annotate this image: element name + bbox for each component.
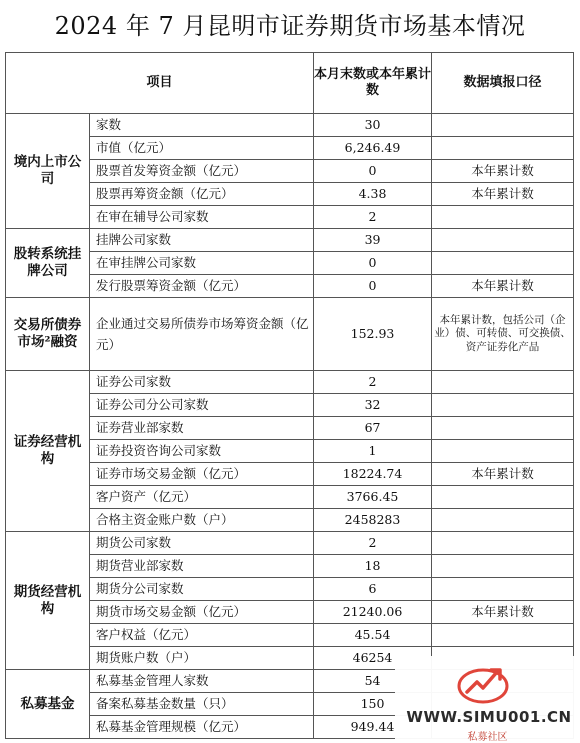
caliber-cell	[432, 371, 574, 394]
header-value: 本月末数或本年累计数	[314, 53, 432, 114]
caliber-cell: 本年累计数	[432, 601, 574, 624]
item-cell: 证券公司家数	[90, 371, 314, 394]
table-row	[6, 137, 574, 160]
item-cell: 证券营业部家数	[90, 417, 314, 440]
simu-logo-icon	[455, 662, 511, 704]
value-cell: 30	[314, 114, 432, 137]
table-row	[6, 532, 574, 555]
value-cell: 32	[314, 394, 432, 417]
header-item: 项目	[6, 53, 314, 114]
table-row	[6, 114, 574, 137]
value-cell: 1	[314, 440, 432, 463]
caliber-cell	[432, 252, 574, 275]
item-cell: 在审在辅导公司家数	[90, 206, 314, 229]
value-cell: 2	[314, 532, 432, 555]
item-cell: 私募基金管理人家数	[90, 670, 314, 693]
item-cell: 发行股票筹资金额（亿元）	[90, 275, 314, 298]
category-cell: 私募基金	[6, 670, 90, 739]
table-row	[6, 440, 574, 463]
value-cell: 46254	[314, 647, 432, 670]
table-row	[6, 371, 574, 394]
item-cell: 私募基金管理规模（亿元）	[90, 716, 314, 739]
watermark-sub: 私募社区	[467, 732, 508, 743]
item-cell: 期货账户数（户）	[90, 647, 314, 670]
value-cell: 150	[314, 693, 432, 716]
value-cell: 4.38	[314, 183, 432, 206]
caliber-cell: 本年累计数	[432, 160, 574, 183]
item-cell: 家数	[90, 114, 314, 137]
table-row	[6, 555, 574, 578]
value-cell: 67	[314, 417, 432, 440]
caliber-cell	[432, 394, 574, 417]
table-row	[6, 252, 574, 275]
value-cell: 6	[314, 578, 432, 601]
value-cell: 54	[314, 670, 432, 693]
caliber-cell	[432, 229, 574, 252]
caliber-cell: 本年累计数	[432, 275, 574, 298]
watermark-site: WWW.SIMU001.CN	[406, 708, 572, 726]
category-cell: 证券经营机构	[6, 371, 90, 532]
caliber-cell	[432, 114, 574, 137]
caliber-cell	[432, 624, 574, 647]
table-row	[6, 486, 574, 509]
caliber-cell	[432, 555, 574, 578]
item-cell: 在审挂牌公司家数	[90, 252, 314, 275]
table-body	[6, 114, 574, 739]
value-cell: 2	[314, 206, 432, 229]
value-cell: 18	[314, 555, 432, 578]
item-cell: 客户资产（亿元）	[90, 486, 314, 509]
caliber-cell	[432, 486, 574, 509]
value-cell: 21240.06	[314, 601, 432, 624]
item-cell: 备案私募基金数量（只）	[90, 693, 314, 716]
value-cell: 0	[314, 252, 432, 275]
item-cell: 股票首发筹资金额（亿元）	[90, 160, 314, 183]
table-row	[6, 206, 574, 229]
item-cell: 期货分公司家数	[90, 578, 314, 601]
category-cell: 期货经营机构	[6, 532, 90, 670]
value-cell: 2	[314, 371, 432, 394]
value-cell: 39	[314, 229, 432, 252]
item-cell: 期货公司家数	[90, 532, 314, 555]
table-row	[6, 160, 574, 183]
caliber-cell	[432, 440, 574, 463]
table-row	[6, 624, 574, 647]
item-cell: 市值（亿元）	[90, 137, 314, 160]
item-cell: 股票再筹资金额（亿元）	[90, 183, 314, 206]
market-table	[5, 52, 574, 739]
caliber-cell	[432, 509, 574, 532]
table-row	[6, 183, 574, 206]
value-cell: 45.54	[314, 624, 432, 647]
page-title: 2024 年 7 月昆明市证券期货市场基本情况	[54, 12, 526, 40]
item-cell: 证券投资咨询公司家数	[90, 440, 314, 463]
table-row	[6, 509, 574, 532]
value-cell: 6,246.49	[314, 137, 432, 160]
value-cell: 18224.74	[314, 463, 432, 486]
item-cell: 证券公司分公司家数	[90, 394, 314, 417]
value-cell: 3766.45	[314, 486, 432, 509]
caliber-cell	[432, 206, 574, 229]
value-cell: 152.93	[314, 298, 432, 371]
header-caliber: 数据填报口径	[432, 53, 574, 114]
item-cell: 挂牌公司家数	[90, 229, 314, 252]
caliber-cell: 本年累计数	[432, 183, 574, 206]
table-row	[6, 298, 574, 371]
table-header-row	[6, 53, 574, 114]
category-cell: 交易所债券市场²融资	[6, 298, 90, 371]
caliber-cell	[432, 137, 574, 160]
item-cell: 合格主资金账户数（户）	[90, 509, 314, 532]
item-cell: 期货市场交易金额（亿元）	[90, 601, 314, 624]
table-row	[6, 394, 574, 417]
item-cell: 证券市场交易金额（亿元）	[90, 463, 314, 486]
item-cell: 企业通过交易所债券市场筹资金额（亿元）	[90, 298, 314, 371]
caliber-cell	[432, 578, 574, 601]
caliber-cell: 本年累计数，包括公司（企业）债、可转债、可交换债、资产证券化产品	[432, 298, 574, 371]
caliber-cell: 本年累计数	[432, 463, 574, 486]
table-row	[6, 229, 574, 252]
item-cell: 期货营业部家数	[90, 555, 314, 578]
watermark	[395, 656, 580, 743]
table-row	[6, 601, 574, 624]
value-cell: 2458283	[314, 509, 432, 532]
item-cell: 客户权益（亿元）	[90, 624, 314, 647]
category-cell: 境内上市公司	[6, 114, 90, 229]
value-cell: 949.44	[314, 716, 432, 739]
table-row	[6, 578, 574, 601]
table-row	[6, 463, 574, 486]
value-cell: 0	[314, 275, 432, 298]
caliber-cell	[432, 417, 574, 440]
value-cell: 0	[314, 160, 432, 183]
table-row	[6, 417, 574, 440]
caliber-cell	[432, 532, 574, 555]
category-cell: 股转系统挂牌公司	[6, 229, 90, 298]
table-row	[6, 275, 574, 298]
